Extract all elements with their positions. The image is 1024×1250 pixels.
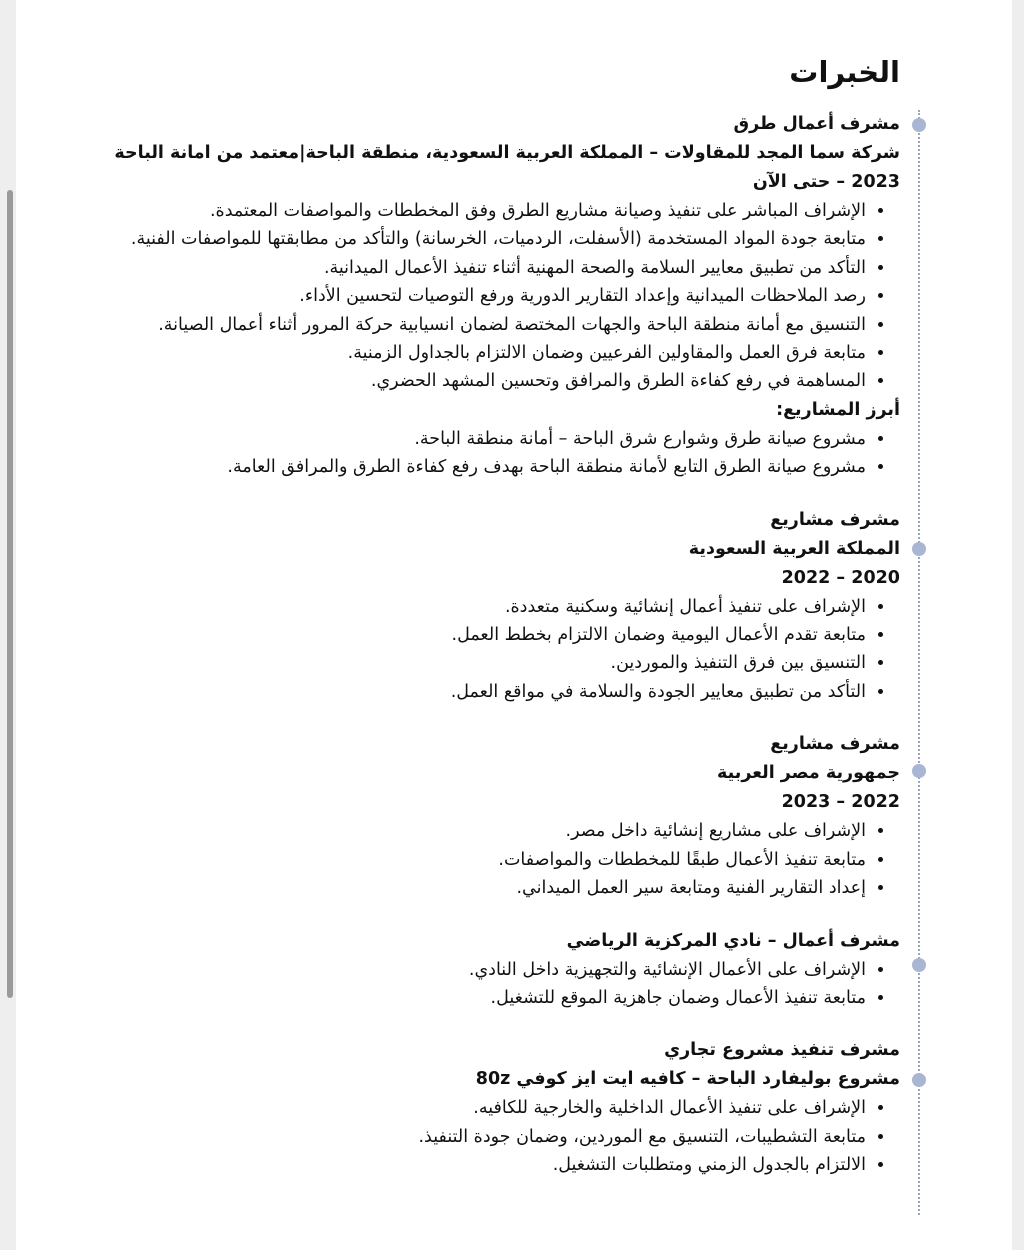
duty-item: • متابعة تنفيذ الأعمال طبقًا للمخططات والمواصفات. — [28, 846, 866, 874]
duty-item: • متابعة فرق العمل والمقاولين الفرعيين وضمان الالتزام بالجداول الزمنية. — [28, 339, 866, 367]
experience-section — [28, 52, 900, 1204]
duty-item: • الإشراف على الأعمال الإنشائية والتجهيزية داخل النادي. — [28, 956, 866, 984]
experience-entry — [28, 730, 900, 902]
duty-item: • التأكد من تطبيق معايير الجودة والسلامة في مواقع العمل. — [28, 678, 866, 706]
duty-item: • متابعة جودة المواد المستخدمة (الأسفلت، الردميات، الخرسانة) والتأكد من مطابقتها للمواصفات الفنية. — [28, 225, 866, 253]
company-name: جمهورية مصر العربية — [717, 763, 900, 784]
experience-entry — [28, 1036, 900, 1179]
duties-list — [28, 956, 900, 1013]
duty-item: • متابعة تقدم الأعمال اليومية وضمان الالتزام بخطط العمل. — [28, 621, 866, 649]
job-period: 2023 – حتى الآن — [752, 172, 900, 192]
company-name: مشروع بوليفارد الباحة – كافيه ايت ايز كوفي 80z — [475, 1069, 900, 1090]
job-title: مشرف مشاريع — [770, 734, 900, 755]
job-title: مشرف تنفيذ مشروع تجاري — [664, 1040, 900, 1061]
project-item: • مشروع صيانة طرق وشوارع شرق الباحة – أمانة منطقة الباحة. — [28, 425, 866, 453]
job-period: 2020 – 2022 — [781, 567, 900, 588]
duty-item: • المساهمة في رفع كفاءة الطرق والمرافق وتحسين المشهد الحضري. — [28, 367, 866, 395]
timeline-dot — [912, 118, 926, 132]
timeline-line — [918, 110, 920, 1215]
job-title: مشرف أعمال طرق — [733, 114, 900, 134]
company-name: شركة سما المجد للمقاولات – المملكة العربية السعودية، منطقة الباحة|معتمد من امانة الباحة — [114, 143, 900, 163]
duty-item: • الالتزام بالجدول الزمني ومتطلبات التشغيل. — [28, 1151, 866, 1179]
duties-list — [28, 1094, 900, 1179]
vertical-scrollbar[interactable] — [7, 190, 13, 998]
timeline-dot — [912, 1073, 926, 1087]
duty-item: • التنسيق مع أمانة منطقة الباحة والجهات المختصة لضمان انسيابية حركة المرور أثناء أعمال الصيانة. — [28, 311, 866, 339]
project-item: • مشروع صيانة الطرق التابع لأمانة منطقة الباحة بهدف رفع كفاءة الطرق والمرافق العامة. — [28, 453, 866, 481]
timeline-dot — [912, 542, 926, 556]
duty-item: • الإشراف على تنفيذ أعمال إنشائية وسكنية متعددة. — [28, 593, 866, 621]
duty-item: • متابعة التشطيبات، التنسيق مع الموردين، وضمان جودة التنفيذ. — [28, 1123, 866, 1151]
duty-item: • رصد الملاحظات الميدانية وإعداد التقارير الدورية ورفع التوصيات لتحسين الأداء. — [28, 282, 866, 310]
experience-entry — [28, 506, 900, 707]
timeline-dot — [912, 958, 926, 972]
projects-list — [28, 425, 900, 482]
duty-item: • الإشراف على تنفيذ الأعمال الداخلية والخارجية للكافيه. — [28, 1094, 866, 1122]
duty-item: • الإشراف على مشاريع إنشائية داخل مصر. — [28, 817, 866, 845]
duty-item: • إعداد التقارير الفنية ومتابعة سير العمل الميداني. — [28, 874, 866, 902]
projects-label: أبرز المشاريع: — [776, 399, 900, 420]
duties-list — [28, 593, 900, 707]
timeline-dot — [912, 764, 926, 778]
duty-item: • الإشراف المباشر على تنفيذ وصيانة مشاريع الطرق وفق المخططات والمواصفات المعتمدة. — [28, 197, 866, 225]
experience-entry — [28, 927, 900, 1013]
section-title: الخبرات — [789, 55, 900, 89]
company-name: المملكة العربية السعودية — [688, 538, 900, 559]
duty-item: • متابعة تنفيذ الأعمال وضمان جاهزية الموقع للتشغيل. — [28, 984, 866, 1012]
experience-entry — [28, 110, 900, 482]
duty-item: • التنسيق بين فرق التنفيذ والموردين. — [28, 649, 866, 677]
job-period: 2022 – 2023 — [781, 792, 900, 813]
duties-list — [28, 197, 900, 396]
duties-list — [28, 817, 900, 902]
job-title: مشرف مشاريع — [770, 509, 900, 530]
job-title: مشرف أعمال – نادي المركزية الرياضي — [566, 930, 900, 951]
duty-item: • التأكد من تطبيق معايير السلامة والصحة المهنية أثناء تنفيذ الأعمال الميدانية. — [28, 254, 866, 282]
